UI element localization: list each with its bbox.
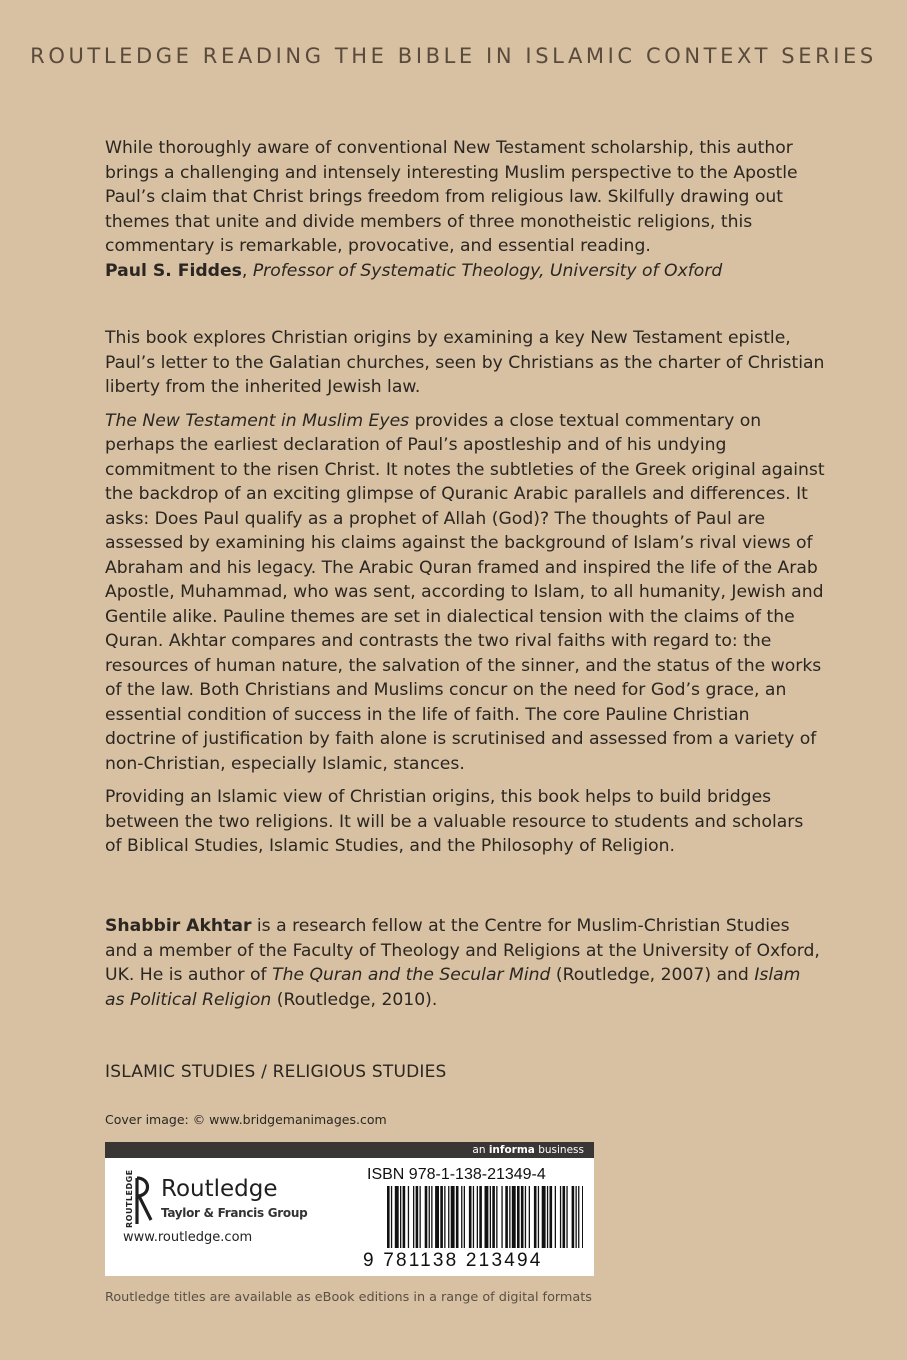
barcode-bar: [538, 1186, 539, 1248]
barcode-bar: [435, 1186, 439, 1248]
barcode-bar: [525, 1186, 526, 1248]
barcode-bar: [521, 1186, 524, 1248]
book-title: The New Testament in Muslim Eyes: [105, 410, 410, 431]
barcode-bar: [496, 1186, 497, 1248]
cover-credit: Cover image: © www.bridgemanimages.com: [105, 1112, 387, 1127]
barcode-bar: [456, 1186, 459, 1248]
barcode-bar: [542, 1186, 546, 1248]
barcode-bar: [509, 1186, 510, 1248]
barcode-bar: [501, 1186, 502, 1248]
praise-quote: While thoroughly aware of conventional New Testament scholarship, this author brings a challenging and intensely interesting Muslim perspective to the Apostle Paul’s claim that Christ brings freedom from religious law. Skilfully drawing out themes that unite and divide members of three monotheistic religions, this commentary is remarkable, provocative, and essential reading.: [105, 138, 798, 256]
publisher-group: Taylor & Francis Group: [161, 1206, 308, 1220]
barcode-bar: [448, 1186, 449, 1248]
barcode-bar: [505, 1186, 508, 1248]
isbn-barcode: [387, 1186, 583, 1258]
barcode-bar: [387, 1186, 390, 1248]
barcode-digits: 9 781138 213494: [363, 1250, 543, 1271]
praise-affiliation: Professor of Systematic Theology, University of Oxford: [252, 260, 723, 281]
barcode-bar: [547, 1186, 548, 1248]
barcode-bar: [534, 1186, 537, 1248]
barcode-bar: [395, 1186, 399, 1248]
author-bio: Shabbir Akhtar is a research fellow at the Centre for Muslim-Christian Studies and a member of the Faculty of Theology and Religions at the University of Oxford, UK. He is author of The Quran and the Secular Mind (Routledge, 2007) and Islam as Political Religion (Routledge, 2010).: [105, 916, 820, 1010]
publisher-name: Routledge: [161, 1176, 278, 1202]
series-title: ROUTLEDGE READING THE BIBLE IN ISLAMIC CONTEXT SERIES: [30, 44, 877, 68]
barcode-bar: [391, 1186, 392, 1248]
author-book-1: The Quran and the Secular Mind: [272, 965, 551, 985]
barcode-bar: [400, 1186, 401, 1248]
barcode-bar: [479, 1186, 482, 1248]
barcode-bar: [451, 1186, 455, 1248]
barcode-bar: [492, 1186, 495, 1248]
barcode-bar: [517, 1186, 520, 1248]
routledge-vertical-wordmark: ROUTLEDGE: [125, 1169, 134, 1228]
subject-category: ISLAMIC STUDIES / RELIGIOUS STUDIES: [105, 1062, 447, 1082]
description-block: [105, 326, 825, 859]
author-name: Shabbir Akhtar: [105, 916, 252, 936]
barcode-bar: [408, 1186, 409, 1248]
ebook-note: Routledge titles are available as eBook editions in a range of digital formats: [105, 1290, 592, 1305]
barcode-bar: [431, 1186, 432, 1248]
barcode-bar: [582, 1186, 583, 1248]
barcode-bar: [563, 1186, 566, 1248]
description-paragraph-1: This book explores Christian origins by examining a key New Testament epistle, Paul’s letter to the Galatian churches, seen by Christians as the charter of Christian liberty from the inherited Jewish law.: [105, 328, 825, 397]
barcode-bar: [416, 1186, 419, 1248]
publisher-website: www.routledge.com: [123, 1230, 253, 1245]
description-paragraph-2: [105, 409, 825, 777]
barcode-bar: [413, 1186, 414, 1248]
praise-block: [105, 136, 825, 283]
barcode-bar: [469, 1186, 472, 1248]
barcode-bar: [512, 1186, 516, 1248]
informa-business-bar: an informa business: [105, 1142, 594, 1158]
barcode-bar: [420, 1186, 421, 1248]
barcode-bar: [578, 1186, 579, 1248]
routledge-logo: [123, 1169, 313, 1234]
description-paragraph-2-text: provides a close textual commentary on perhaps the earliest declaration of Paul’s apostleship and of his undying commitment to the risen Christ. It notes the subtleties of the Greek original against the backdrop of an exciting glimpse of Quranic Arabic parallels and differences. It asks: Does Paul qualify as a prophet of Allah (God)? The thoughts of Paul are assessed by examining his claims against the background of Islam’s rival views of Abraham and his legacy. The Arabic Quran framed and inspired the life of the Arab Apostle, Muhammad, who was sent, according to Islam, to all humanity, Jewish and Gentile alike. Pauline themes are set in dialectical tension with the claims of the Quran. Akhtar compares and contrasts the two rival faiths with regard to: the resources of human nature, the salvation of the sinner, and the status of the works of the law. Both Christians and Muslims concur on the need for God’s grace, an essential condition of success in the life of faith. The core Pauline Christian doctrine of justification by faith alone is scrutinised and assessed from a variety of non-Christian, especially Islamic, stances.: [105, 410, 825, 774]
barcode-bar: [566, 1186, 567, 1248]
barcode-bar: [461, 1186, 462, 1248]
barcode-bar: [485, 1186, 489, 1248]
description-paragraph-3: Providing an Islamic view of Christian origins, this book helps to build bridges between the two religions. It will be a valuable resource to students and scholars of Biblical Studies, Islamic Studies, and the Philosophy of Religion.: [105, 787, 804, 856]
barcode-bar: [403, 1186, 406, 1248]
barcode-bar: [576, 1186, 577, 1248]
barcode-bar: [529, 1186, 530, 1248]
barcode-bar: [572, 1186, 575, 1248]
barcode-bar: [464, 1186, 465, 1248]
barcode-bar: [560, 1186, 561, 1248]
barcode-bar: [490, 1186, 491, 1248]
barcode-bar: [473, 1186, 474, 1248]
isbn-label: ISBN 978-1-138-21349-4: [367, 1166, 546, 1183]
publisher-barcode-panel: [105, 1158, 594, 1276]
barcode-bar: [550, 1186, 553, 1248]
barcode-bar: [440, 1186, 443, 1248]
praise-attribution: Paul S. Fiddes, Professor of Systematic Theology, University of Oxford: [105, 260, 723, 281]
barcode-bar: [477, 1186, 478, 1248]
barcode-bar: [425, 1186, 428, 1248]
barcode-bar: [429, 1186, 430, 1248]
author-book-2: Islam as Political Religion: [105, 965, 801, 1010]
barcode-bar: [444, 1186, 445, 1248]
praise-name: Paul S. Fiddes: [105, 260, 242, 281]
barcode-bar: [555, 1186, 556, 1248]
